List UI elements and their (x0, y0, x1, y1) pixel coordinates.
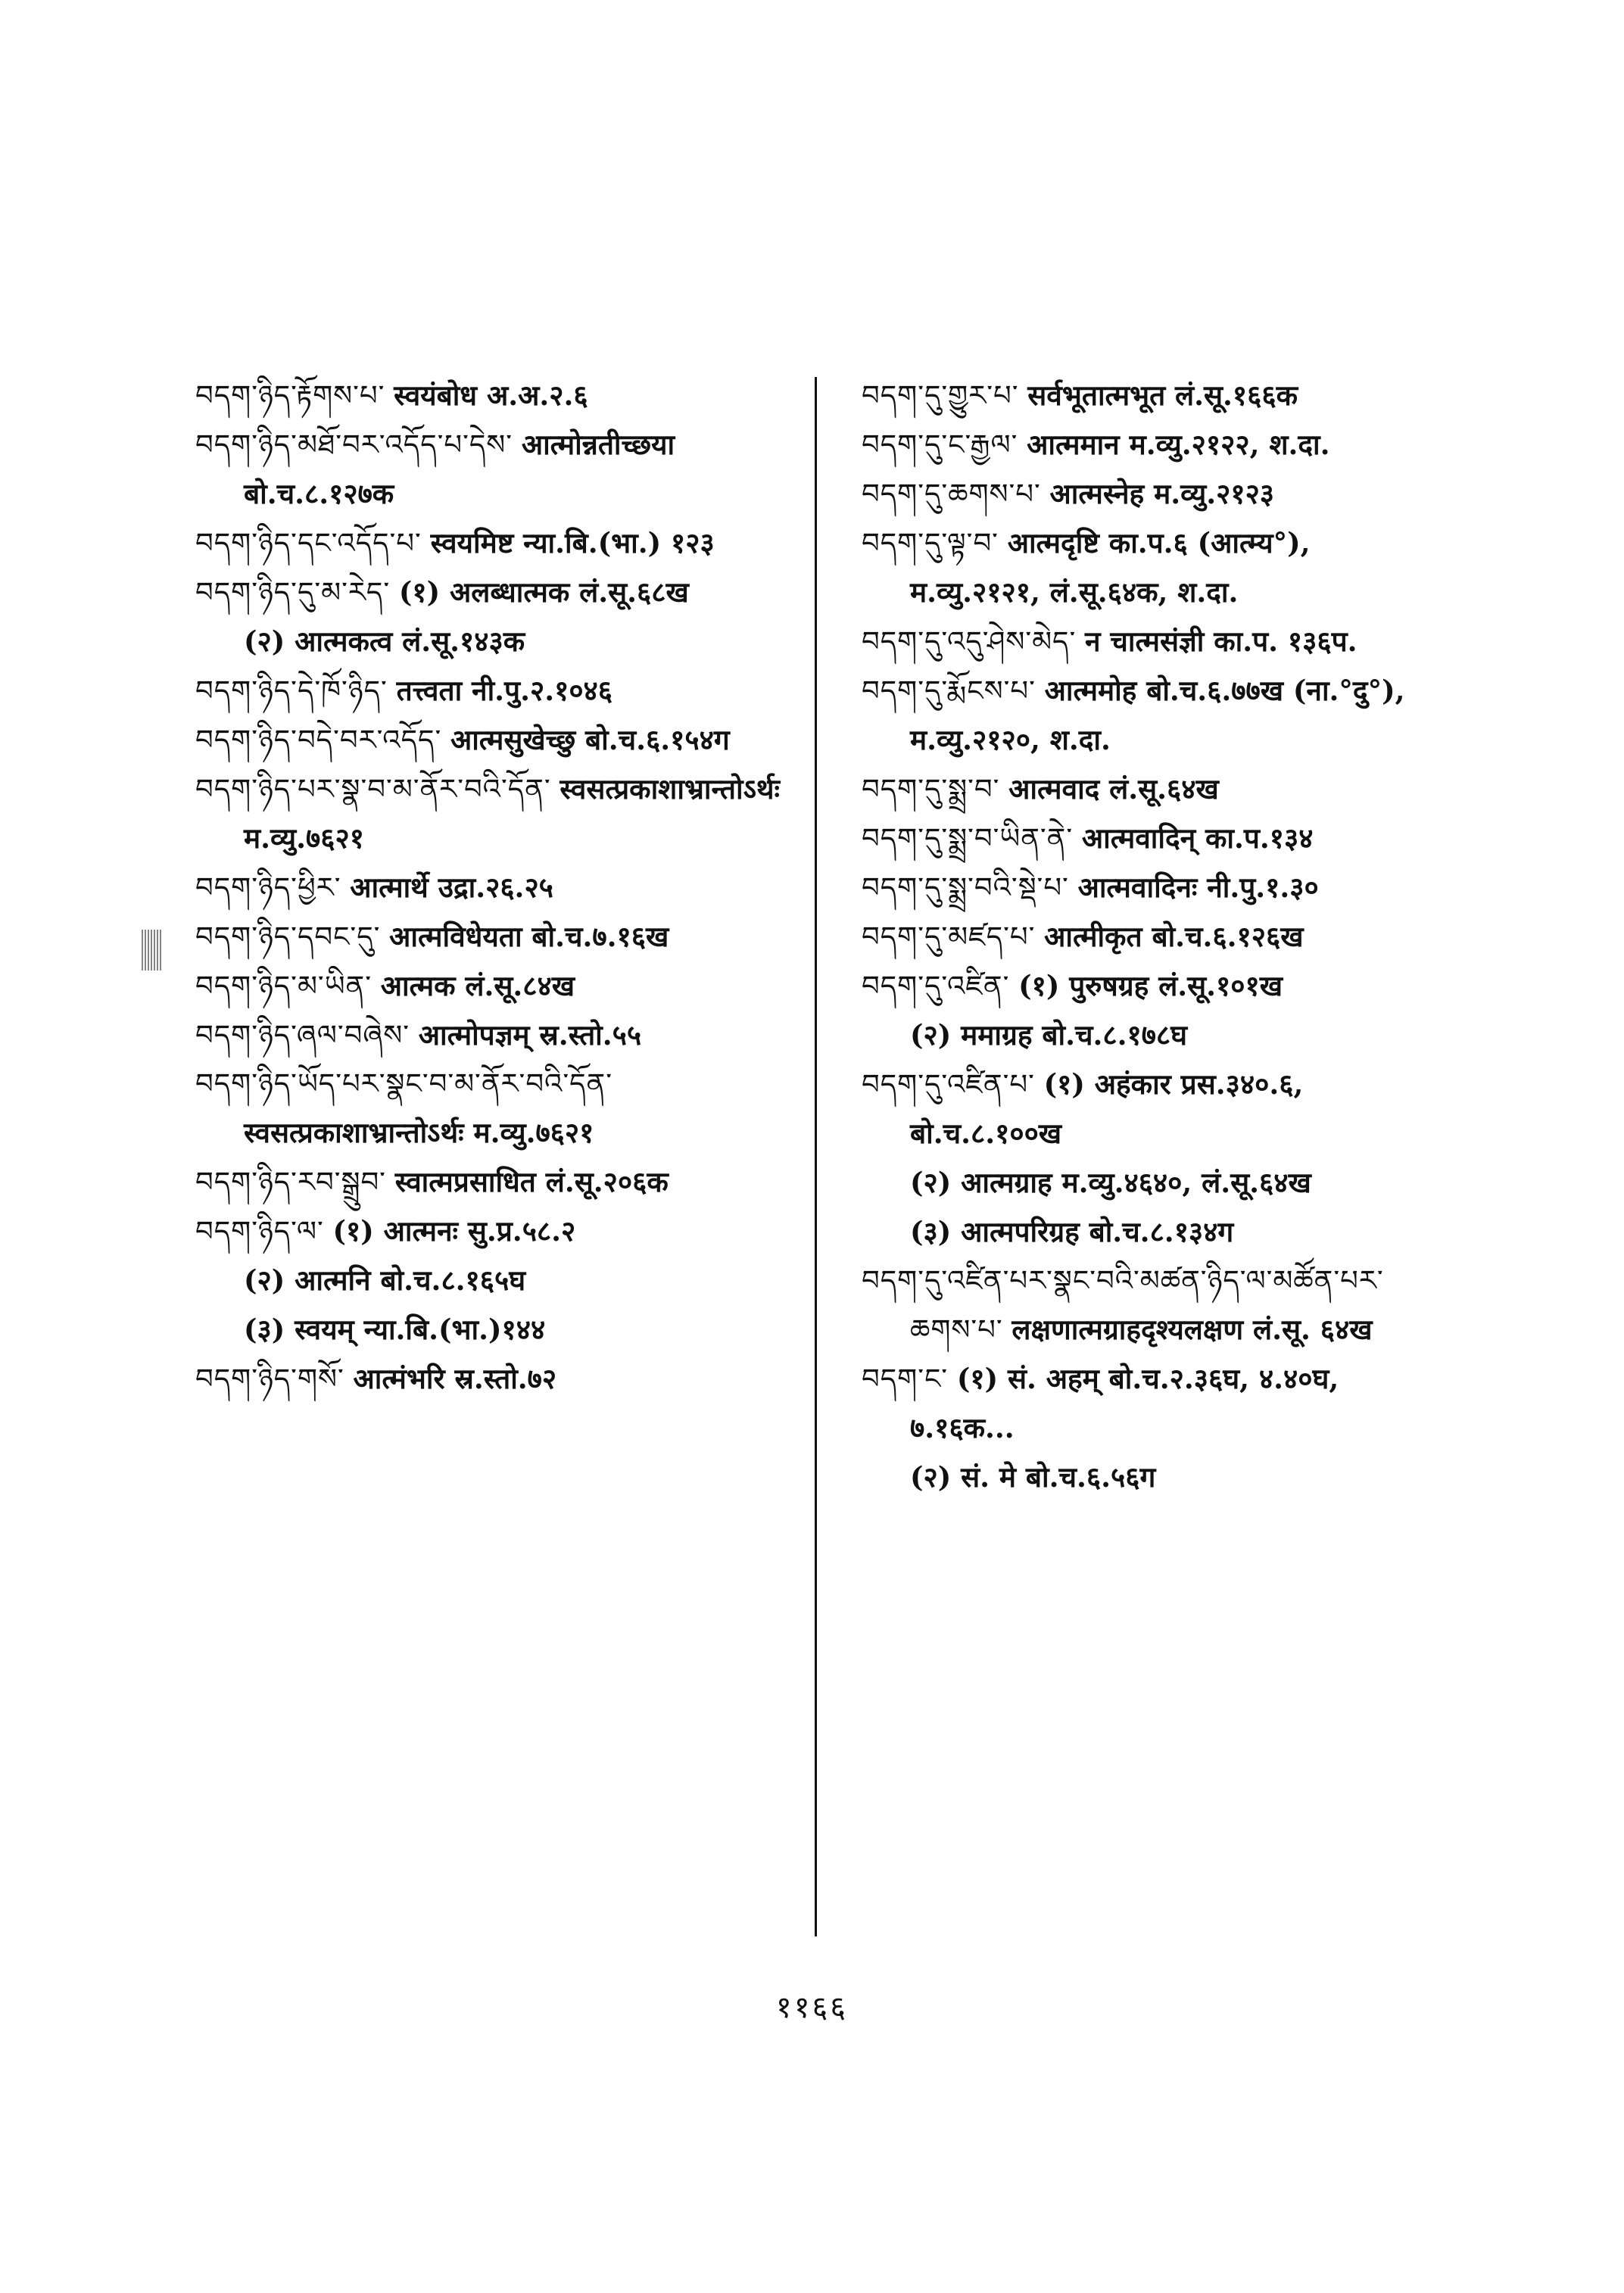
tibetan-headword: བདག་ཉིད་བདེ་བར་འདོད་ (195, 724, 442, 756)
tibetan-headword: བདག་དུ་སྨྲ་བ་ (862, 773, 1000, 805)
sanskrit-gloss: (१) अहंकार प्रस.३४०.६, बो.च.८.१००ख (910, 1067, 1304, 1150)
sanskrit-gloss: आत्ममान म.व्यु.२१२२, श.दा. (1027, 428, 1330, 461)
tibetan-headword: བདག་ཉིད་དབང་དུ་ (195, 921, 381, 953)
dictionary-entry (862, 912, 1437, 961)
dictionary-entry (195, 1011, 809, 1060)
dictionary-entry (195, 1207, 809, 1256)
sanskrit-gloss: स्वसत्प्रकाशाभ्रान्तोऽर्थः म.व्यु.७६२१ (244, 1116, 594, 1149)
tibetan-headword: བདག་དུ་འཛིན་པར་སྣང་བའི་མཚན་ཉིད་ལ་མཚོན་པར་ཆགས་པ་ (862, 1264, 1384, 1346)
dictionary-entry (862, 420, 1437, 469)
dictionary-entry (195, 420, 809, 519)
margin-mark (142, 930, 163, 970)
dictionary-entry (195, 519, 809, 568)
sanskrit-gloss: आत्मंभरि स्र.स्तो.७२ (353, 1362, 557, 1395)
sanskrit-gloss: स्वयमिष्ट न्या.बि.(भा.) १२३ (430, 526, 715, 559)
dictionary-entry (195, 961, 809, 1011)
tibetan-headword: བདག་དུ་འདུ་ཤེས་མེད་ (862, 625, 1077, 658)
left-column (195, 371, 809, 1404)
sanskrit-gloss: आत्ममोह बो.च.६.७७ख (ना.°दु°), म.व्यु.२१२०, श.दा. (910, 674, 1405, 756)
tibetan-headword: བདག་ཉིད་རབ་སྒྲུབ་ (195, 1166, 386, 1198)
sanskrit-gloss: आत्मीकृत बो.च.६.१२६ख (1044, 920, 1304, 953)
dictionary-entry (862, 371, 1437, 420)
dictionary-entry (195, 371, 809, 420)
tibetan-headword: བདག་ཉིད་དང་འདོད་པ་ (195, 527, 422, 559)
dictionary-entry (862, 1011, 1437, 1060)
tibetan-headword: བདག་ཉིད་དེ་ཁོ་ཉིད་ (195, 675, 388, 707)
dictionary-entry (195, 863, 809, 912)
sanskrit-gloss: आत्मोन्नतीच्छया बो.च.८.१२७क (244, 428, 675, 510)
sanskrit-gloss: लक्षणात्मग्राहदृश्यलक्षण लं.सू. ६४ख (1011, 1313, 1373, 1346)
sanskrit-gloss: स्वसत्प्रकाशाभ्रान्तोऽर्थः म.व्यु.७६२१ (244, 772, 780, 855)
dictionary-entry (862, 1453, 1437, 1502)
dictionary-entry (862, 666, 1437, 765)
sanskrit-gloss: आत्मस्नेह म.व्यु.२१२३ (1049, 477, 1275, 510)
sanskrit-gloss: (१) पुरुषग्रह लं.सू.१०१ख (1018, 969, 1283, 1002)
dictionary-entry (862, 469, 1437, 519)
tibetan-headword: བདག་དུ་སྨྲ་བའི་སྡེ་པ་ (862, 871, 1069, 904)
sanskrit-gloss: तत्त्वता नी.पु.२.१०४६ (396, 674, 613, 707)
tibetan-headword: བདག་ཉིད་ལ་ (195, 1215, 324, 1248)
dictionary-entry (862, 961, 1437, 1011)
sanskrit-gloss: आत्मार्थे उद्रा.२६.२५ (350, 871, 553, 904)
dictionary-entry (862, 1354, 1437, 1453)
tibetan-headword: བདག་ཉིད་པར་སྣ་བ་མ་ནོར་བའི་དོན་ (195, 773, 551, 805)
tibetan-headword: བདག་ཉིད་ཡོད་པར་སྣང་བ་མ་ནོར་བའི་དོན་ (195, 1067, 613, 1100)
dictionary-entry (195, 666, 809, 715)
dictionary-entry (195, 912, 809, 961)
dictionary-entry (195, 715, 809, 765)
tibetan-headword: བདག་དུ་གྱུར་པ་ (862, 379, 1019, 412)
dictionary-entry (862, 617, 1437, 666)
tibetan-headword: བདག་ཉིད་རྟོགས་པ་ (195, 379, 385, 412)
sanskrit-gloss: आत्मवादिनः नी.पु.१.३० (1077, 871, 1319, 904)
tibetan-headword: བདག་དུ་མཛད་པ་ (862, 921, 1036, 953)
dictionary-entry (862, 863, 1437, 912)
dictionary-entry (195, 1256, 809, 1305)
sanskrit-gloss: आत्मदृष्टि का.प.६ (आत्म्य°), म.व्यु.२१२१, लं.सू.६४क, श.दा. (910, 526, 1311, 609)
dictionary-entry (862, 814, 1437, 863)
dictionary-entry (862, 519, 1437, 617)
sanskrit-gloss: आत्मविधेयता बो.च.७.१६ख (389, 920, 669, 953)
dictionary-entry (862, 1207, 1437, 1257)
sanskrit-gloss: (२) सं. मे बो.च.६.५६ग (910, 1460, 1156, 1494)
sanskrit-gloss: न चात्मसंज्ञी का.प. १३६प. (1085, 625, 1357, 658)
dictionary-entry (195, 1157, 809, 1207)
dictionary-entry (195, 1060, 809, 1157)
sanskrit-gloss: (२) आत्मग्राह म.व्यु.४६४०, लं.सू.६४ख (910, 1166, 1311, 1199)
sanskrit-gloss: (१) अलब्धात्मक लं.सू.६८ख (398, 575, 689, 609)
tibetan-headword: བདག་དུ་འཛིན་ (862, 970, 1010, 1002)
sanskrit-gloss: आत्मवाद लं.सू.६४ख (1008, 772, 1219, 805)
dictionary-entry (195, 765, 809, 863)
tibetan-headword: བདག་ཉིད་མ་ཡིན་ (195, 970, 372, 1002)
sanskrit-gloss: (३) स्वयम् न्या.बि.(भा.)१४४ (244, 1313, 546, 1346)
sanskrit-gloss: (२) आत्मकत्व लं.सू.१४३क (244, 625, 525, 658)
tibetan-headword: བདག་ཉིད་དུ་མ་རེད་ (195, 576, 391, 609)
sanskrit-gloss: (३) आत्मपरिग्रह बो.च.८.१३४ग (910, 1215, 1234, 1248)
dictionary-entry (862, 1257, 1437, 1354)
page-number: ११६६ (775, 1990, 849, 2025)
dictionary-entry (862, 765, 1437, 814)
sanskrit-gloss: आत्मसुखेच्छु बो.च.६.१५४ग (450, 723, 730, 756)
dictionary-entry (862, 1158, 1437, 1207)
dictionary-entry (195, 1305, 809, 1354)
tibetan-headword: བདག་ཉིད་གསོ་ (195, 1363, 344, 1395)
sanskrit-gloss: (२) आत्मनि बो.च.८.१६५घ (244, 1263, 526, 1297)
tibetan-headword: བདག་ཉིད་ཕྱིར་ (195, 871, 341, 904)
sanskrit-gloss: (१) सं. अहम् बो.च.२.३६घ, ४.४०घ, ७.१६क... (910, 1362, 1339, 1444)
column-divider (815, 377, 817, 1936)
tibetan-headword: བདག་ཉིད་ཞལ་བཞེས་ (195, 1019, 410, 1051)
tibetan-headword: བདག་ང་ (862, 1363, 949, 1395)
sanskrit-gloss: आत्मोपज्ञम् स्र.स्तो.५५ (418, 1018, 642, 1051)
tibetan-headword: བདག་དུ་སྨྲ་བ་ཡིན་ནེ་ (862, 822, 1074, 855)
tibetan-headword: བདག་དུ་ང་རྒྱལ་ (862, 428, 1018, 461)
tibetan-headword: བདག་དུ་འཛིན་པ་ (862, 1068, 1035, 1101)
sanskrit-gloss: आत्मक लं.सू.८४ख (380, 969, 575, 1002)
dictionary-entry (195, 1354, 809, 1404)
sanskrit-gloss: सर्वभूतात्मभूत लं.सू.१६६क (1027, 379, 1298, 412)
sanskrit-gloss: स्वयंबोध अ.अ.२.६ (394, 379, 588, 412)
tibetan-headword: བདག་ཉིད་མཐོ་བར་འདོད་པ་དེས་ (195, 428, 513, 461)
right-column (862, 371, 1437, 1502)
tibetan-headword: བདག་དུ་རྨོངས་པ་ (862, 675, 1036, 707)
sanskrit-gloss: आत्मवादिन् का.प.१३४ (1081, 821, 1314, 855)
sanskrit-gloss: स्वात्मप्रसाधित लं.सू.२०६क (394, 1165, 669, 1198)
dictionary-entry (862, 1060, 1437, 1158)
sanskrit-gloss: (१) आत्मनः सु.प्र.५८.२ (332, 1214, 576, 1248)
sanskrit-gloss: (२) ममाग्रह बो.च.८.१७८घ (910, 1018, 1188, 1051)
dictionary-entry (195, 568, 809, 617)
tibetan-headword: བདག་དུ་ལྟ་བ་ (862, 527, 999, 559)
tibetan-headword: བདག་དུ་ཆགས་པ་ (862, 478, 1041, 510)
dictionary-entry (195, 617, 809, 666)
